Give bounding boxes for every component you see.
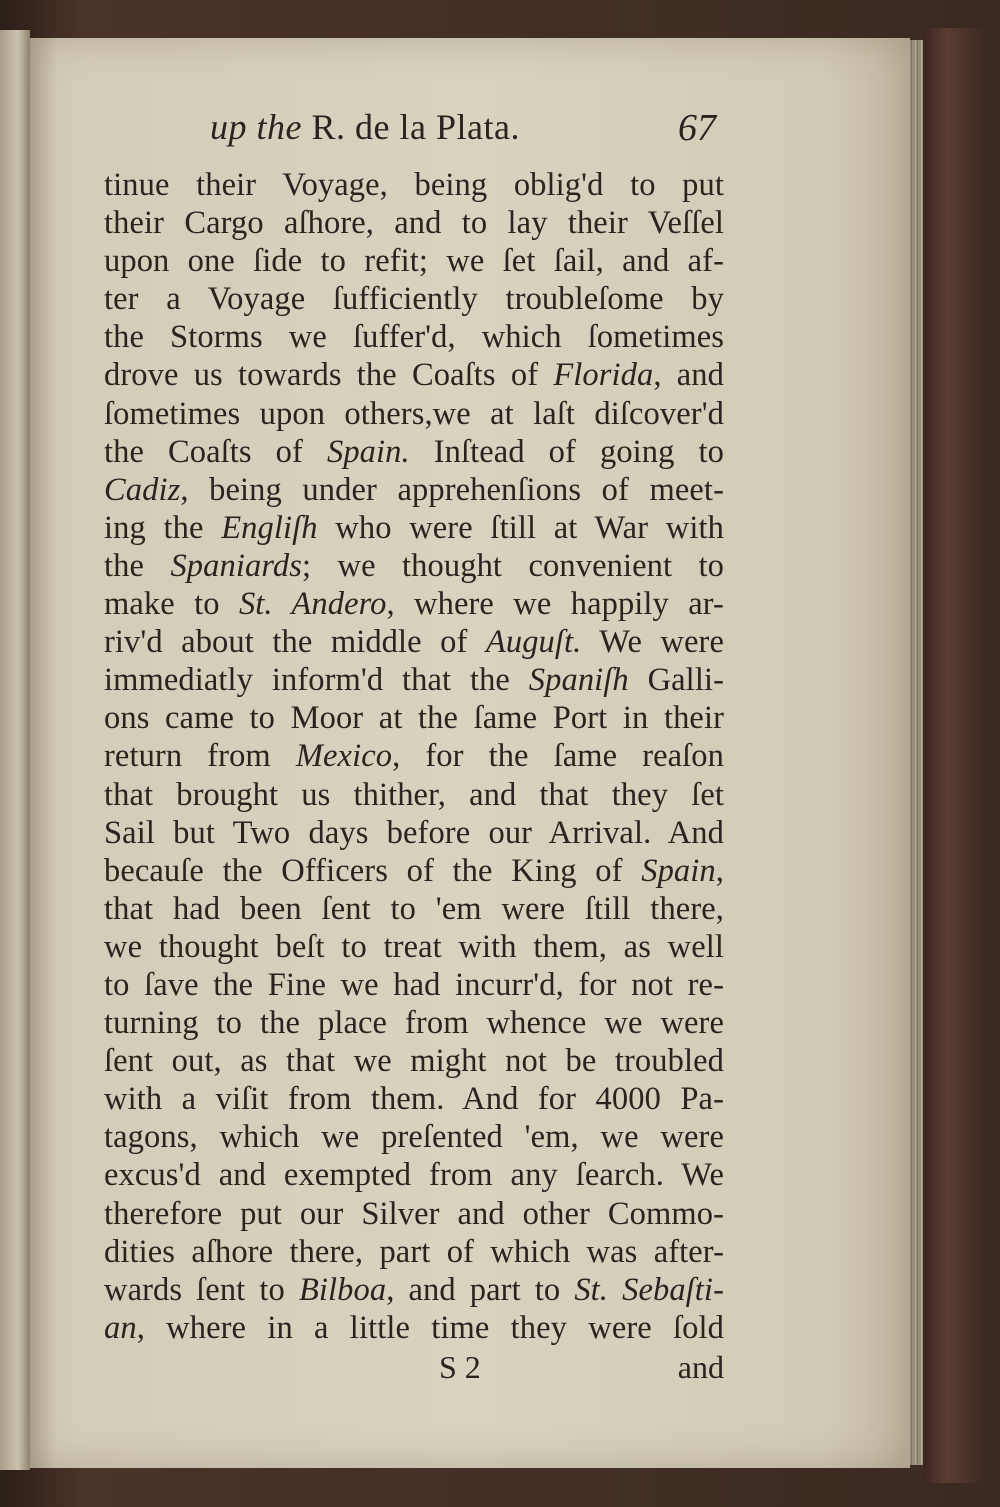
roman-text: their Cargo aſhore, and to lay their Veſſel: [104, 205, 724, 242]
running-title-italic: up the: [210, 107, 302, 147]
page-footer: [104, 1349, 724, 1389]
roman-text: the Storms we ſuffer'd, which ſometimes: [104, 319, 724, 356]
page-header: [104, 80, 724, 166]
roman-text: ; we thought convenient to: [301, 547, 724, 584]
roman-text: We were: [581, 624, 724, 661]
roman-text: wards ſent to: [104, 1271, 299, 1308]
text-line: [104, 242, 724, 280]
italic-text: Engliſh: [221, 509, 318, 546]
roman-text: riv'd about the middle of: [104, 624, 486, 661]
text-line: [104, 1195, 724, 1233]
roman-text: tagons, which we preſented 'em, we were: [104, 1119, 724, 1156]
text-line: [104, 699, 724, 737]
italic-text: Auguſt.: [485, 624, 582, 661]
roman-text: to ſave the Fine we had incurr'd, for not re-: [104, 966, 724, 1003]
text-line: [104, 1233, 724, 1271]
text-line: [104, 737, 724, 775]
book-cover-edge: [923, 28, 983, 1483]
text-line: [104, 1271, 724, 1309]
roman-text: ,: [715, 852, 724, 889]
roman-text: Galli-: [628, 662, 724, 699]
italic-text: Mexico: [295, 738, 393, 775]
roman-text: Sail but Two days before our Arrival. And: [104, 814, 724, 851]
roman-text: , where in a little time they were ſold: [136, 1309, 724, 1346]
roman-text: upon one ſide to refit; we ſet ſail, and af-: [104, 243, 724, 280]
roman-text: return from: [104, 738, 296, 775]
italic-text: St. Andero: [238, 586, 387, 623]
roman-text: , where we happily ar-: [386, 586, 724, 623]
roman-text: , and: [653, 357, 724, 394]
body-text: [104, 166, 724, 1347]
text-line: [104, 928, 724, 966]
italic-text: Florida: [553, 357, 654, 394]
text-line: [104, 661, 724, 699]
roman-text: , for the ſame reaſon: [392, 738, 724, 775]
text-line: [104, 623, 724, 661]
text-line: [104, 1118, 724, 1156]
roman-text: , being under apprehenſions of meet-: [180, 471, 724, 508]
roman-text: the Coaſts of: [104, 433, 327, 470]
roman-text: turning to the place from whence we were: [104, 1005, 724, 1042]
roman-text: who were ſtill at War with: [317, 509, 724, 546]
text-line: [104, 509, 724, 547]
text-line: [104, 280, 724, 318]
text-line: [104, 204, 724, 242]
roman-text: ons came to Moor at the ſame Port in their: [104, 700, 724, 737]
text-line: [104, 471, 724, 509]
text-line: [104, 1080, 724, 1118]
roman-text: ſent out, as that we might not be troubled: [104, 1043, 724, 1080]
text-line: [104, 814, 724, 852]
roman-text: we thought beſt to treat with them, as well: [104, 928, 724, 965]
italic-text: Spaniards: [170, 547, 302, 584]
italic-text: Spain: [641, 852, 716, 889]
italic-text: Spain.: [326, 433, 410, 470]
facing-page-edge: [0, 30, 30, 1470]
roman-text: immediatly inform'd that the: [104, 662, 529, 699]
catchword: and: [677, 1348, 724, 1385]
roman-text: the: [104, 547, 171, 584]
roman-text: with a viſit from them. And for 4000 Pa-: [104, 1081, 724, 1118]
running-title: [210, 106, 520, 148]
roman-text: that had been ſent to 'em were ſtill there,: [104, 890, 724, 927]
running-title-roman: R. de la Plata.: [311, 107, 520, 147]
italic-text: St. Sebaſti-: [574, 1271, 724, 1308]
roman-text: becauſe the Officers of the King of: [104, 852, 642, 889]
italic-text: Bilboa: [298, 1271, 387, 1308]
roman-text: ter a Voyage ſufficiently troubleſome by: [104, 281, 724, 318]
text-line: [104, 966, 724, 1004]
roman-text: , and part to: [386, 1271, 575, 1308]
roman-text: make to: [104, 586, 239, 623]
text-line: [104, 1309, 724, 1347]
roman-text: ſometimes upon others,we at laſt diſcover'd: [104, 395, 724, 432]
text-line: [104, 166, 724, 204]
page-number: 67: [678, 107, 716, 149]
roman-text: that brought us thither, and that they ſet: [104, 776, 724, 813]
roman-text: excus'd and exempted from any ſearch. We: [104, 1157, 724, 1194]
text-line: [104, 356, 724, 394]
text-line: [104, 1156, 724, 1194]
text-line: [104, 890, 724, 928]
text-line: [104, 547, 724, 585]
page-text-block: [104, 80, 724, 1389]
roman-text: tinue their Voyage, being oblig'd to put: [104, 167, 724, 203]
signature-mark: S 2: [439, 1348, 481, 1385]
text-line: [104, 776, 724, 814]
text-line: [104, 1004, 724, 1042]
text-line: [104, 585, 724, 623]
text-line: [104, 395, 724, 433]
text-line: [104, 852, 724, 890]
roman-text: drove us towards the Coaſts of: [104, 357, 554, 394]
text-line: [104, 1042, 724, 1080]
roman-text: ing the: [104, 509, 222, 546]
roman-text: therefore put our Silver and other Commo-: [104, 1195, 724, 1232]
italic-text: Spaniſh: [528, 662, 629, 699]
italic-text: an: [104, 1309, 137, 1346]
text-line: [104, 318, 724, 356]
roman-text: dities aſhore there, part of which was after-: [104, 1233, 724, 1270]
text-line: [104, 433, 724, 471]
roman-text: Inſtead of going to: [409, 433, 724, 470]
italic-text: Cadiz: [104, 471, 181, 508]
